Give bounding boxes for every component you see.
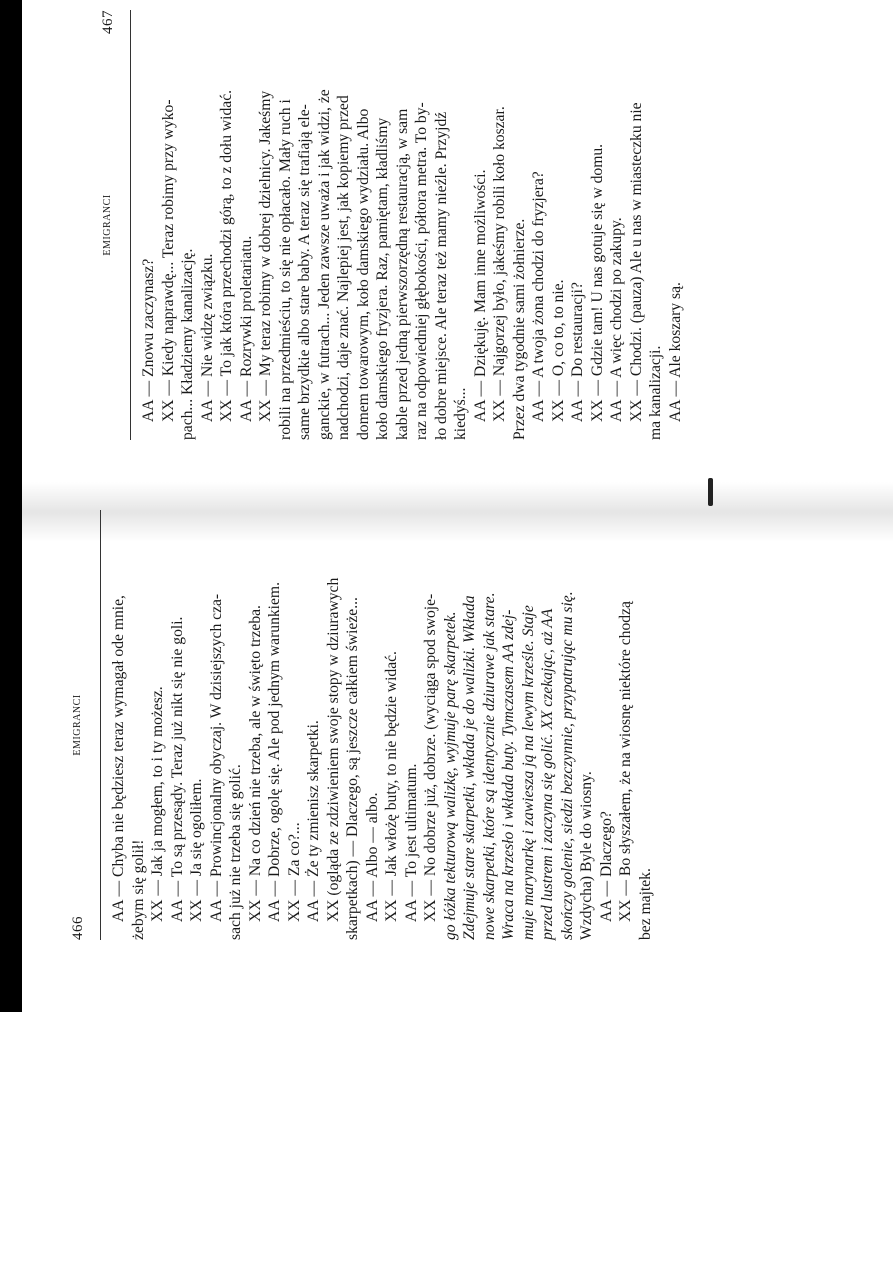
text-line: XX — Gdzie tam! U nas gotuje się w domu. bbox=[588, 143, 606, 422]
text-line: XX — To jak która przechodzi górą, to z dołu widać. bbox=[218, 89, 235, 422]
running-header bbox=[60, 510, 101, 940]
text-line: go łóżka tekturową walizkę, wyjmuje parę skarpetek. bbox=[441, 611, 459, 940]
text-line: Zdejmuje stare skarpetki, wkłada je do walizki. Wkłada bbox=[461, 595, 478, 940]
text-line: same brzydkie albo stare baby. A teraz się trafiają ele- bbox=[296, 104, 313, 440]
text-line: XX — Jak włożę buty, to nie będzie widać. bbox=[383, 651, 400, 922]
text-line: XX (ogląda ze zdziwieniem swoje stopy w dziurawych bbox=[324, 577, 342, 922]
text-line: bez majtek. bbox=[636, 868, 654, 940]
text-line: AA — Znowu zaczynasz? bbox=[140, 258, 157, 422]
text-line: XX — Chodzi. (pauza) Ale u nas w miasteczku nie bbox=[627, 102, 645, 422]
text-line: XX — O, co to, to nie. bbox=[549, 279, 567, 422]
text-line: nadchodzi, daje znać. Najlepiej jest, jak kopiemy przed bbox=[335, 95, 352, 440]
text-line: raz na odpowiedniej głębokości, półtora metra. To by- bbox=[413, 102, 430, 440]
text-line: XX — Na co dzień nie trzeba, ale w święto trzeba. bbox=[246, 605, 264, 922]
text-line: kable przed jedną pierwszorzędną restauracją, w sam bbox=[393, 108, 411, 440]
text-line: XX — Kiedy naprawdę... Teraz robimy przy wyko- bbox=[159, 99, 177, 422]
running-header bbox=[90, 10, 131, 440]
text-line: Wzdycha) Byle do wiosny. bbox=[578, 771, 595, 940]
text-line: AA — Chyba nie będziesz teraz wymagał ode mnie, bbox=[110, 595, 127, 922]
text-line: Wraca na krzesło i wkłada buty. Tymczasem AA zdej- bbox=[500, 609, 517, 940]
binding-mark bbox=[708, 478, 713, 506]
running-head-title: EMIGRANCI bbox=[102, 194, 113, 256]
text-line: XX — My teraz robimy w dobrej dzielnicy. Jakeśmy bbox=[257, 90, 274, 422]
left-page bbox=[60, 510, 654, 940]
text-line: XX — Za co?... bbox=[285, 822, 303, 922]
text-line: AA — Rozrywki proletariatu. bbox=[237, 235, 255, 422]
text-line: AA — To są przesądy. Teraz już nikt się nie goli. bbox=[168, 616, 186, 922]
text-line: Przez dwa tygodnie sami żołnierze. bbox=[510, 218, 528, 440]
text-line: XX — Bo słyszałem, że na wiosnę niektóre chodzą bbox=[617, 601, 634, 922]
text-line: nowe skarpetki, które są identycznie dziurawe jak stare. bbox=[480, 592, 498, 940]
text-line: robili na przedmieściu, to się nie opłacało. Mały ruch i bbox=[276, 99, 294, 440]
page-body bbox=[101, 510, 655, 940]
text-line: ganckie, w futrach... Jeden zawsze uważa i jak widzi, że bbox=[315, 89, 333, 440]
text-line: AA — Ale koszary są. bbox=[666, 282, 684, 422]
text-line: przed lustrem i zaczyna się golić. XX czekając, aż AA bbox=[539, 608, 556, 940]
text-line: AA — To jest ultimatum. bbox=[402, 763, 420, 922]
text-line: AA — Dobrze, ogolę się. Ale pod jednym warunkiem. bbox=[266, 582, 283, 922]
text-line: XX — No dobrze już, dobrze. (wyciąga spod swoje- bbox=[422, 593, 439, 922]
text-line: AA — Dlaczego? bbox=[597, 811, 615, 922]
text-line: kiedyś... bbox=[452, 387, 469, 440]
text-line: XX — Ja się ogoliłem. bbox=[188, 778, 205, 922]
page-number: 467 bbox=[100, 10, 116, 34]
text-line: AA — Albo — albo. bbox=[363, 792, 381, 922]
text-line: sach już nie trzeba się golić. bbox=[227, 764, 244, 940]
text-line: AA — Nie widzę związku. bbox=[198, 253, 216, 422]
text-line: ło dobre miejsce. Ale teraz też mamy nieźle. Przyjdź bbox=[432, 111, 450, 440]
text-line: AA — Że ty zmienisz skarpetki. bbox=[305, 720, 322, 922]
text-line: muje marynarkę i zawiesza ją na lewym krześle. Staje bbox=[519, 605, 537, 940]
text-line: koło damskiego fryzjera. Raz, pamiętam, kładliśmy bbox=[374, 117, 391, 440]
text-line: AA — A więc chodzi po zakupy. bbox=[608, 217, 625, 422]
running-head-title: EMIGRANCI bbox=[72, 694, 83, 756]
text-line: XX — Najgorzej było, jakeśmy robili koło koszar. bbox=[491, 106, 508, 422]
page-body bbox=[131, 10, 685, 440]
text-line: skarpetkach) — Dlaczego, są jeszcze całkiem świeże... bbox=[344, 597, 361, 940]
text-line: żebym się golił! bbox=[129, 839, 147, 940]
text-line: AA — A twoja żona chodzi do fryzjera? bbox=[530, 171, 547, 422]
text-line: AA — Do restauracji? bbox=[569, 282, 586, 422]
text-line: AA — Prowincjonalny obyczaj. W dzisiejszych cza- bbox=[207, 593, 225, 922]
text-line: pach... Kładziemy kanalizację. bbox=[179, 248, 196, 440]
text-line: skończy golenie, siedzi bezczynnie, przypatrując mu się. bbox=[558, 591, 576, 940]
text-line: XX — Jak ja mogłem, to i ty możesz. bbox=[149, 686, 166, 922]
right-page bbox=[90, 10, 850, 440]
scanner-bed bbox=[0, 1012, 893, 1263]
text-line: AA — Dziękuję. Mam inne możliwości. bbox=[471, 169, 489, 422]
text-line: ma kanalizacji. bbox=[647, 345, 664, 440]
page-number: 466 bbox=[70, 916, 86, 940]
text-line: domem towarowym, koło damskiego wydziału. Albo bbox=[354, 108, 372, 440]
